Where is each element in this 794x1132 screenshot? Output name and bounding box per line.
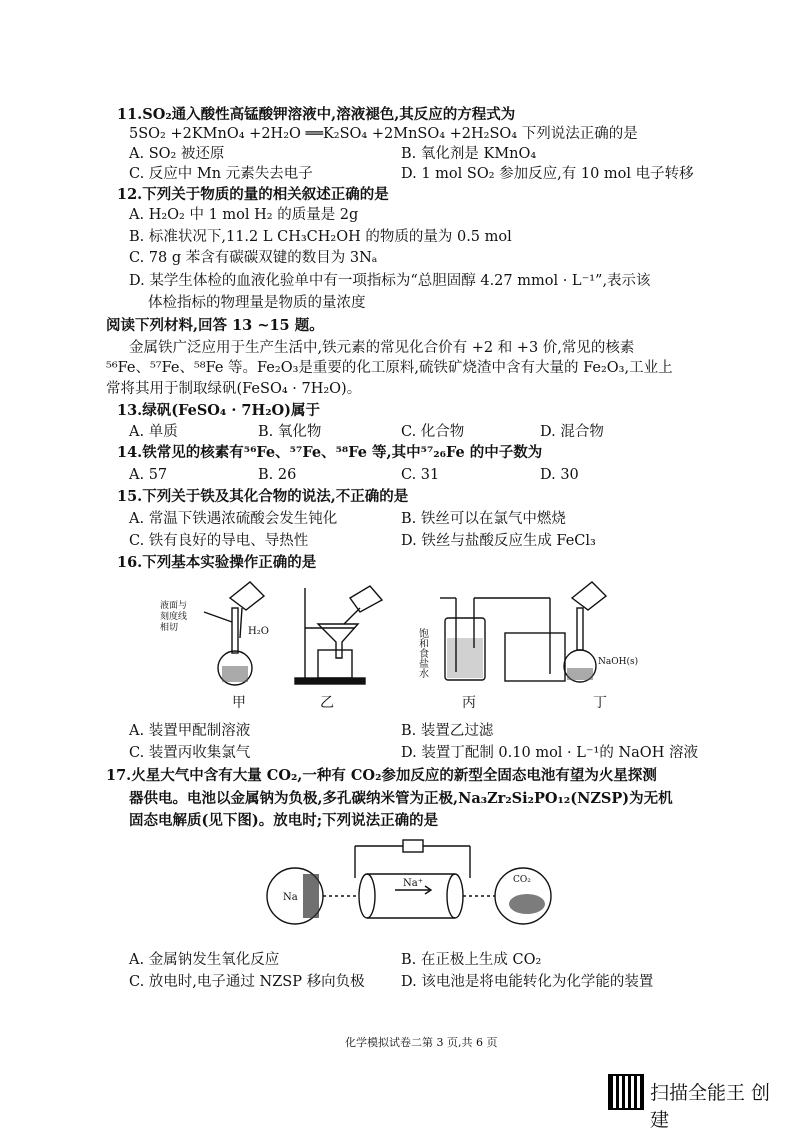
resistor-icon xyxy=(403,840,423,852)
q14-option-c: C. 31 xyxy=(401,467,440,483)
q17-option-c: C. 放电时,电子通过 NZSP 移向负极 xyxy=(129,974,365,990)
qr-code-icon xyxy=(608,1074,644,1110)
jia-h2o-label: H₂O xyxy=(248,626,269,637)
q16-option-b: B. 装置乙过滤 xyxy=(401,723,494,739)
caption-ding: 丁 xyxy=(593,695,607,711)
q11-option-b: B. 氧化剂是 KMnO₄ xyxy=(401,146,537,162)
q12-option-a: A. H₂O₂ 中 1 mol H₂ 的质量是 2g xyxy=(129,207,359,223)
q11-equation: 5SO₂ +2KMnO₄ +2H₂O ══K₂SO₄ +2MnSO₄ +2H₂SO₄ 下列说法正确的是 xyxy=(129,126,638,142)
q17-option-b: B. 在正极上生成 CO₂ xyxy=(401,952,542,968)
q11-option-a: A. SO₂ 被还原 xyxy=(129,146,225,162)
q11-option-c: C. 反应中 Mn 元素失去电子 xyxy=(129,166,313,182)
q13-option-d: D. 混合物 xyxy=(540,424,604,440)
q13-option-a: A. 单质 xyxy=(129,424,178,440)
q17-option-d: D. 该电池是将电能转化为化学能的装置 xyxy=(401,974,654,990)
q13-option-c: C. 化合物 xyxy=(401,424,465,440)
passage-line-1: 金属铁广泛应用于生产生活中,铁元素的常见化合价有 +2 和 +3 价,常见的核素 xyxy=(129,340,635,356)
q13-option-b: B. 氧化物 xyxy=(258,424,322,440)
caption-bing: 丙 xyxy=(462,695,476,711)
q17-line-2: 器供电。电池以金属钠为负极,多孔碳纳米管为正极,Na₃Zr₂Si₂PO₁₂(NZSP)为无机 xyxy=(129,790,673,807)
watermark-text: 扫描全能王 创建 xyxy=(650,1082,771,1131)
q15-option-c: C. 铁有良好的导电、导热性 xyxy=(129,533,309,549)
q12-option-d-line1: D. 某学生体检的血液化验单中有一项指标为“总胆固醇 4.27 mmol · L⁻¹”,表示该 xyxy=(129,273,651,289)
ding-naoh-label: NaOH(s) xyxy=(598,657,639,667)
q13-stem: 13.绿矾(FeSO₄ · 7H₂O)属于 xyxy=(117,402,321,419)
jia-note-3: 相切 xyxy=(160,623,179,633)
q15-stem: 15.下列关于铁及其化合物的说法,不正确的是 xyxy=(117,488,409,505)
caption-jia: 甲 xyxy=(232,695,246,711)
q12-option-c: C. 78 g 苯含有碳碳双键的数目为 3Nₐ xyxy=(129,250,378,266)
q16-option-c: C. 装置丙收集氯气 xyxy=(129,745,251,761)
q14-option-d: D. 30 xyxy=(540,467,579,483)
caption-yi: 乙 xyxy=(320,695,334,711)
q15-option-a: A. 常温下铁遇浓硫酸会发生钝化 xyxy=(129,511,338,527)
q17-line-3: 固态电解质(见下图)。放电时;下列说法正确的是 xyxy=(129,812,439,829)
passage-line-2: ⁵⁶Fe、⁵⁷Fe、⁵⁸Fe 等。Fe₂O₃是重要的化工原料,硫铁矿烧渣中含有大量的 Fe₂O₃,工业上 xyxy=(106,360,673,376)
q16-option-a: A. 装置甲配制溶液 xyxy=(129,723,251,739)
q14-option-a: A. 57 xyxy=(129,467,168,483)
q17-line-1: 17.火星大气中含有大量 CO₂,一种有 CO₂参加反应的新型全固态电池有望为火星探测 xyxy=(106,767,657,784)
apparatus-yi xyxy=(295,586,382,684)
q12-option-b: B. 标准状况下,11.2 L CH₃CH₂OH 的物质的量为 0.5 mol xyxy=(129,229,512,245)
co2-label: CO₂ xyxy=(513,875,531,885)
apparatus-ding xyxy=(564,582,606,682)
jia-note-1: 液面与 xyxy=(160,601,188,611)
bing-saltwater-label: 饱和食盐水 xyxy=(416,628,428,678)
passage-line-3: 常将其用于制取绿矾(FeSO₄ · 7H₂O)。 xyxy=(106,381,362,397)
q15-option-d: D. 铁丝与盐酸反应生成 FeCl₃ xyxy=(401,533,596,549)
q11-stem: 11.SO₂通入酸性高锰酸钾溶液中,溶液褪色,其反应的方程式为 xyxy=(117,106,516,123)
na-ion-label: Na⁺ xyxy=(403,878,423,889)
scanner-watermark xyxy=(608,1072,788,1131)
q17-battery-figure xyxy=(265,838,555,938)
q12-option-d-line2: 体检指标的物理量是物质的量浓度 xyxy=(148,295,366,311)
jia-note-2: 刻度线 xyxy=(160,612,188,622)
q16-apparatus-figure xyxy=(160,578,720,688)
q11-option-d: D. 1 mol SO₂ 参加反应,有 10 mol 电子转移 xyxy=(401,166,694,182)
q16-stem: 16.下列基本实验操作正确的是 xyxy=(117,554,317,571)
apparatus-bing xyxy=(440,598,565,681)
passage-intro: 阅读下列材料,回答 13 ~15 题。 xyxy=(106,317,324,334)
q15-option-b: B. 铁丝可以在氯气中燃烧 xyxy=(401,511,566,527)
page-footer: 化学模拟试卷二第 3 页,共 6 页 xyxy=(345,1036,498,1049)
q17-option-a: A. 金属钠发生氧化反应 xyxy=(129,952,280,968)
q12-stem: 12.下列关于物质的量的相关叙述正确的是 xyxy=(117,186,389,203)
q16-option-d: D. 装置丁配制 0.10 mol · L⁻¹的 NaOH 溶液 xyxy=(401,745,698,761)
q14-stem: 14.铁常见的核素有⁵⁶Fe、⁵⁷Fe、⁵⁸Fe 等,其中⁵⁷₂₆Fe 的中子数为 xyxy=(117,444,543,461)
q14-option-b: B. 26 xyxy=(258,467,297,483)
na-label: Na xyxy=(283,892,298,903)
